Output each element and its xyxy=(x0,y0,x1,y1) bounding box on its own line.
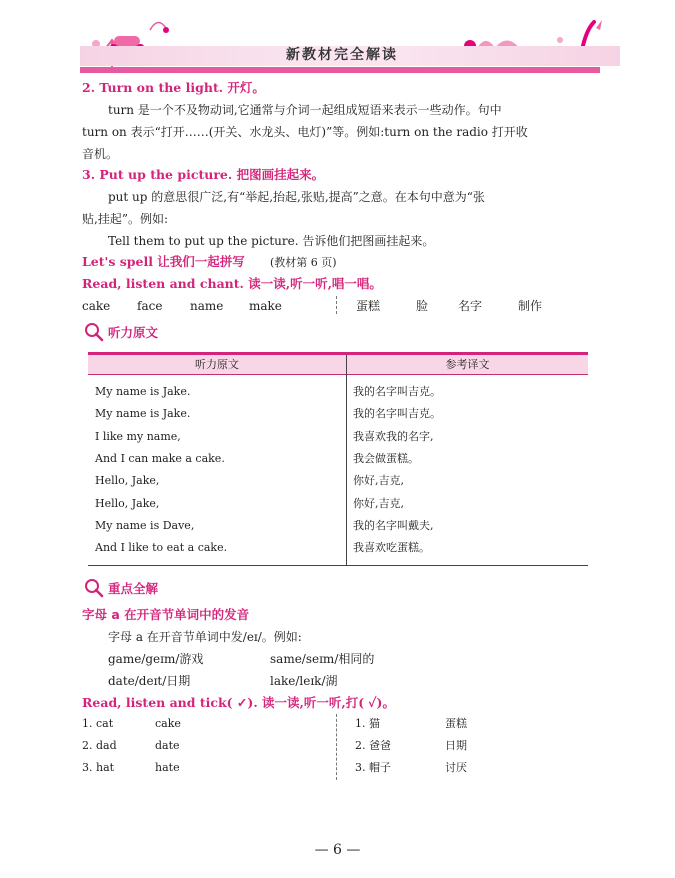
item3-line: 贴,挂起”。例如: xyxy=(82,212,168,226)
table-header-rule xyxy=(88,374,588,375)
table-cell-en: My name is Dave, xyxy=(95,518,195,532)
item2-heading: 2. Turn on the light. 开灯。 xyxy=(82,80,265,95)
divider xyxy=(336,714,337,780)
key-example: game/geɪm/游戏 xyxy=(108,652,204,666)
item2-line: 音机。 xyxy=(82,147,119,161)
spell-word-en: name xyxy=(190,299,224,313)
table-cell-zh: 我喜欢吃蛋糕。 xyxy=(353,541,430,555)
table-cell-zh: 我的名字叫吉克。 xyxy=(353,407,441,421)
spell-word-zh: 蛋糕 xyxy=(356,299,381,313)
tick-cell: 1. cat xyxy=(82,717,114,730)
tick-cell: 2. dad xyxy=(82,739,117,752)
table-cell-en: My name is Jake. xyxy=(95,407,191,421)
page-number: — 6 — xyxy=(314,842,361,858)
table-cell-zh: 我的名字叫戴夫, xyxy=(353,518,434,532)
item3-example: Tell them to put up the picture. 告诉他们把图画挂起来。 xyxy=(108,234,435,248)
tick-heading: Read, listen and tick( ✓). 读一读,听一听,打( ✓)。 xyxy=(82,695,395,710)
tick-cell: 蛋糕 xyxy=(445,717,467,730)
spell-word-zh: 脸 xyxy=(416,299,429,313)
page-header xyxy=(0,0,675,80)
spell-page-ref: (教材第 6 页) xyxy=(270,256,337,269)
divider xyxy=(336,296,337,314)
tick-cell: date xyxy=(155,739,180,752)
listening-section-label: 听力原文 xyxy=(108,325,159,340)
table-bottom-rule xyxy=(88,565,588,566)
item2-line: turn 是一个不及物动词,它通常与介词一起组成短语来表示一些动作。句中 xyxy=(108,103,502,117)
spell-word-zh: 名字 xyxy=(458,299,483,313)
spell-word-en: make xyxy=(249,299,282,313)
table-cell-en: My name is Jake. xyxy=(95,385,191,398)
key-heading: 字母 a 在开音节单词中的发音 xyxy=(82,607,250,622)
listening-section-head xyxy=(84,322,158,342)
table-cell-en: I like my name, xyxy=(95,429,181,443)
table-cell-zh: 我的名字叫吉克。 xyxy=(353,385,441,398)
spell-word-zh: 制作 xyxy=(518,299,543,313)
table-cell-zh: 你好,吉克, xyxy=(353,474,404,488)
spell-word-en: face xyxy=(137,299,163,313)
tick-cell: 3. 帽子 xyxy=(355,761,391,774)
tick-cell: cake xyxy=(155,717,181,730)
tick-cell: 1. 猫 xyxy=(355,717,380,730)
table-cell-en: Hello, Jake, xyxy=(95,496,160,510)
key-section-label: 重点全解 xyxy=(108,581,159,596)
table-cell-en: And I can make a cake. xyxy=(95,451,225,465)
table-col-header: 听力原文 xyxy=(195,358,239,371)
table-col-header: 参考译文 xyxy=(445,358,490,371)
header-title: 新教材完全解读 xyxy=(286,47,398,63)
table-cell-en: And I like to eat a cake. xyxy=(95,541,228,555)
spell-heading: Let's spell 让我们一起拼写 xyxy=(82,254,245,269)
table-column-rule xyxy=(346,355,347,565)
magnifier-icon xyxy=(84,322,104,342)
key-example: lake/leɪk/湖 xyxy=(270,674,338,688)
item3-line: put up 的意思很广泛,有“举起,抬起,张贴,提高”之意。在本句中意为“张 xyxy=(108,190,485,204)
key-example: same/seɪm/相同的 xyxy=(270,652,375,666)
key-example: date/deɪt/日期 xyxy=(108,674,191,688)
key-section-head xyxy=(84,578,158,598)
tick-cell: 2. 爸爸 xyxy=(355,739,391,752)
spell-subheading: Read, listen and chant. 读一读,听一听,唱一唱。 xyxy=(82,276,382,291)
spell-word-en: cake xyxy=(82,299,111,313)
item3-heading: 3. Put up the picture. 把图画挂起来。 xyxy=(82,167,325,182)
tick-cell: 日期 xyxy=(445,739,467,752)
item2-line: turn on 表示“打开……(开关、水龙头、电灯)”等。例如:turn on the radio 打开收 xyxy=(82,125,528,139)
table-cell-zh: 我会做蛋糕。 xyxy=(353,451,419,465)
tick-cell: 3. hat xyxy=(82,761,115,774)
tick-cell: hate xyxy=(155,761,180,774)
key-intro: 字母 a 在开音节单词中发/eɪ/。例如: xyxy=(108,630,302,644)
table-cell-zh: 我喜欢我的名字, xyxy=(353,429,434,443)
tick-cell: 讨厌 xyxy=(445,761,467,774)
header-bar xyxy=(80,67,600,73)
table-cell-zh: 你好,吉克, xyxy=(353,496,404,510)
table-cell-en: Hello, Jake, xyxy=(95,474,160,488)
magnifier-icon xyxy=(84,578,104,598)
